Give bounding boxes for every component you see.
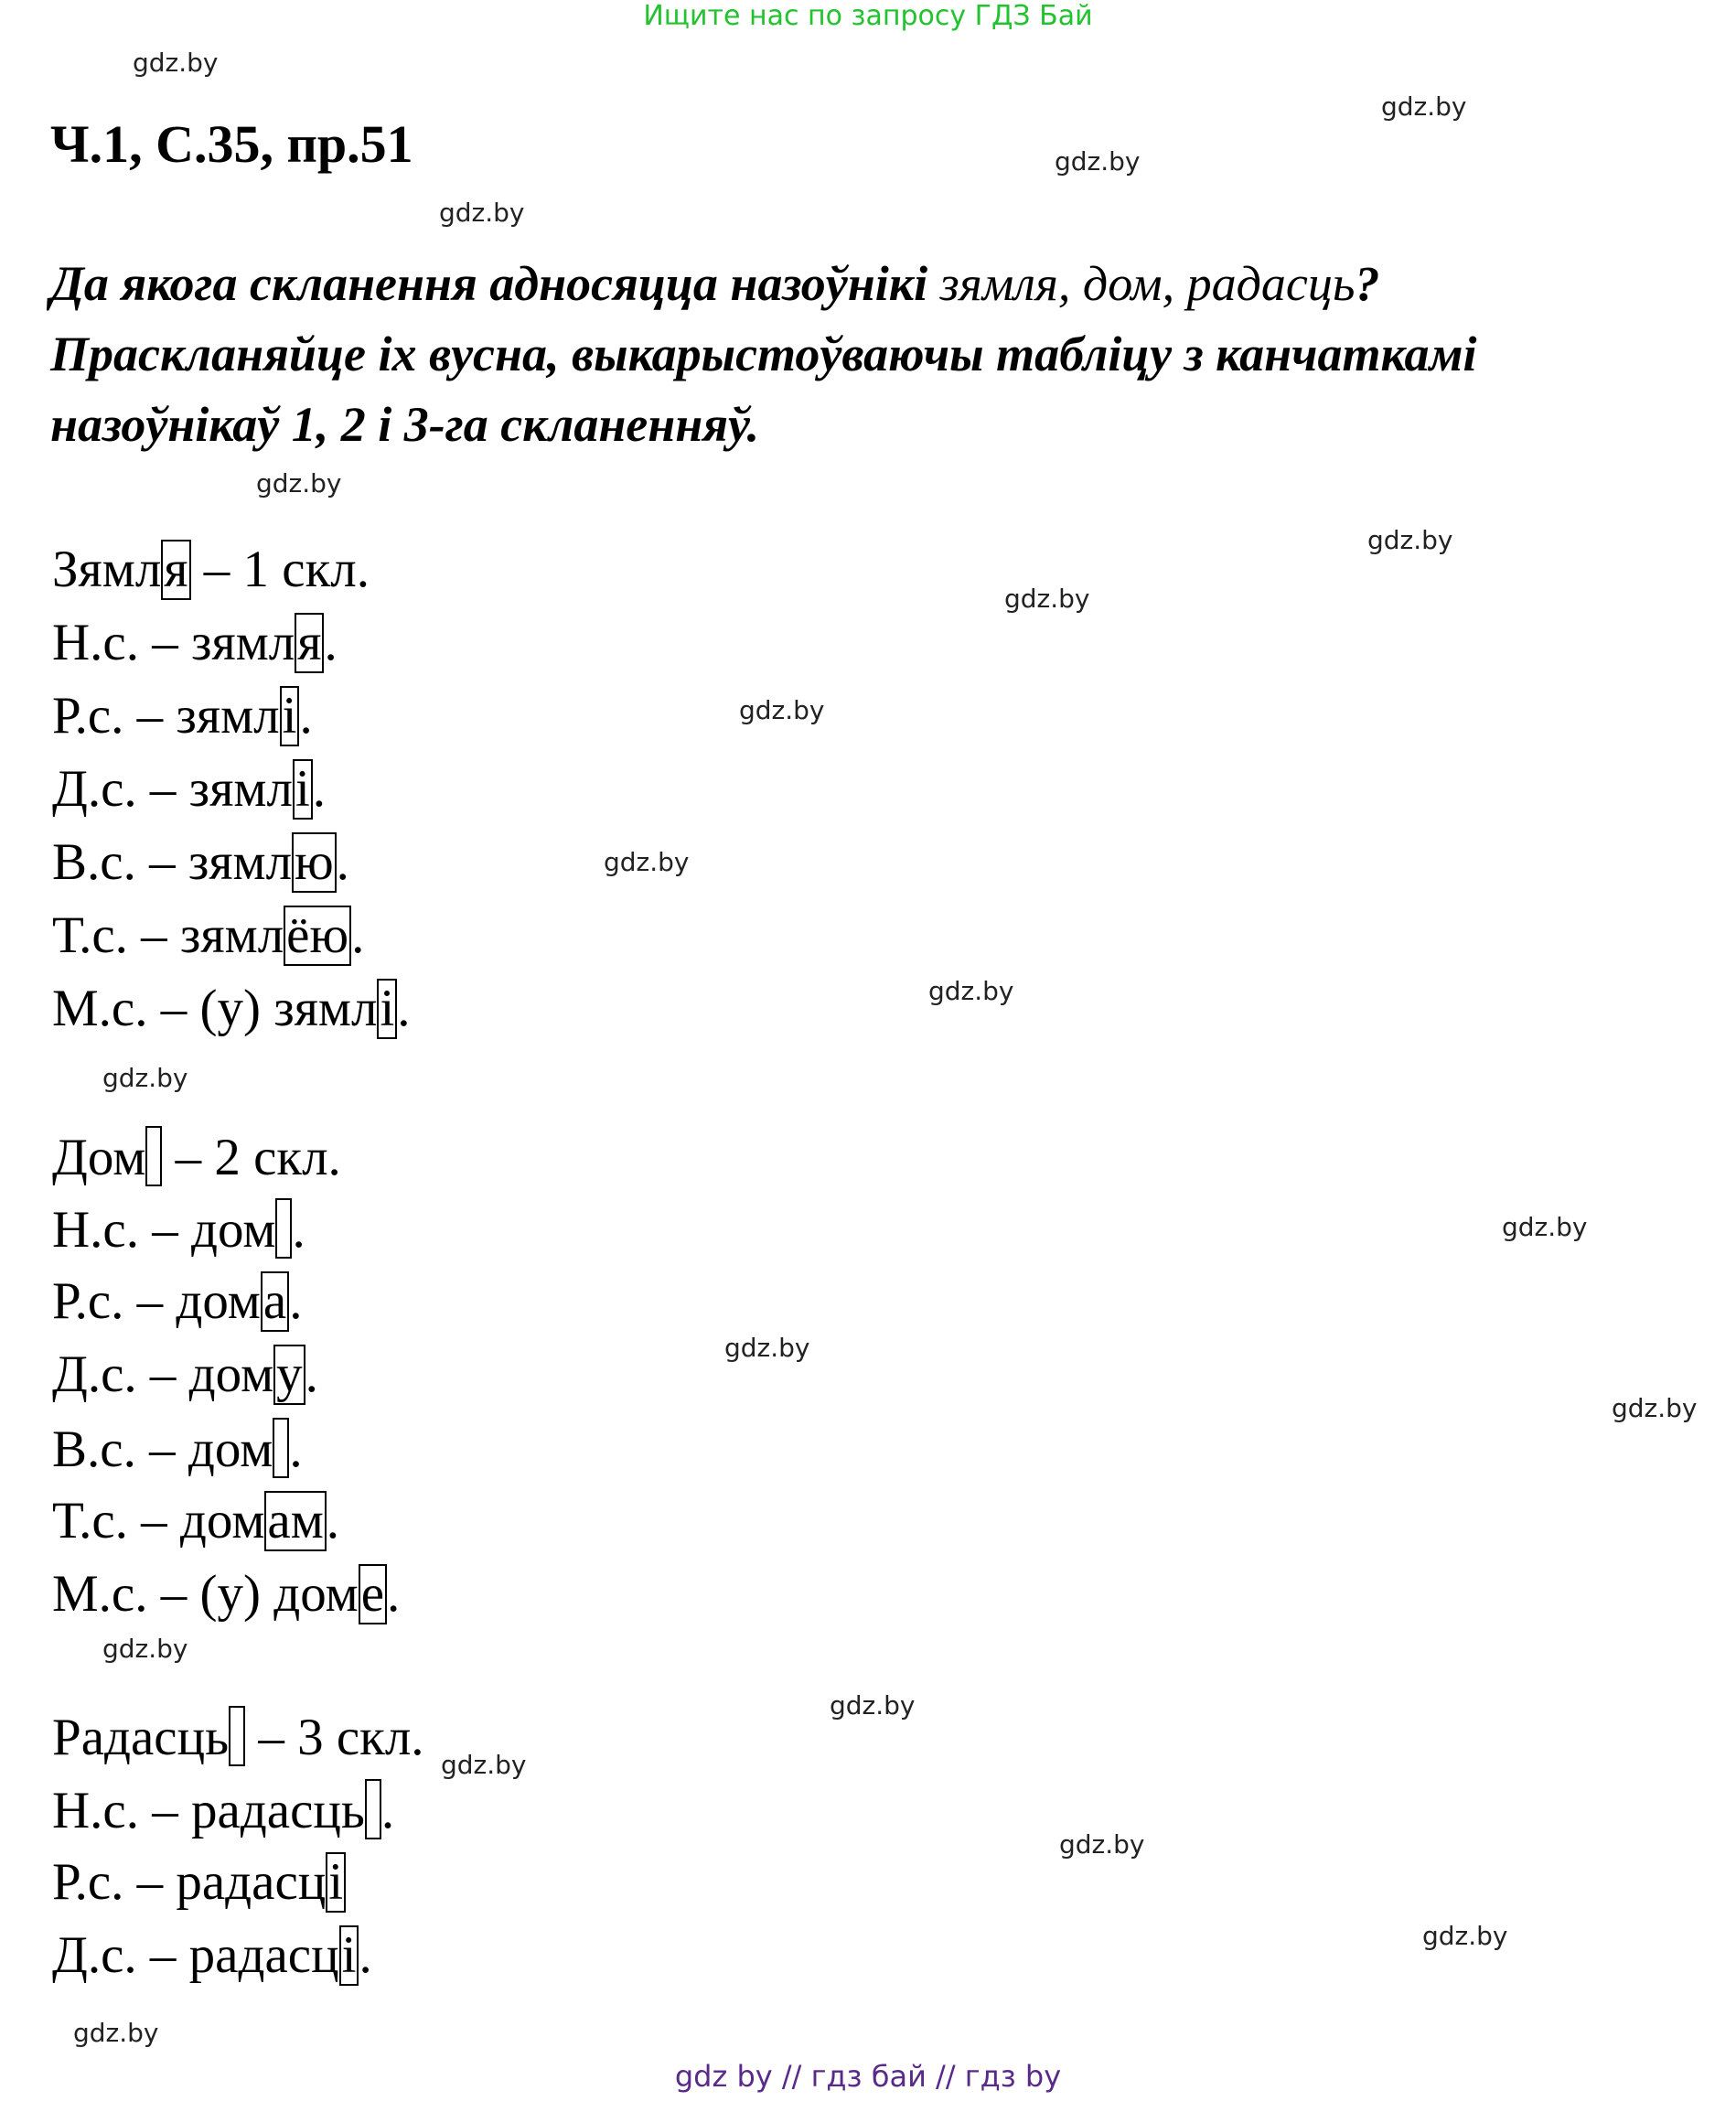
ending-box: е [359, 1564, 387, 1624]
case-text: Р.с. – радасц [52, 1853, 327, 1911]
ending-box: і [326, 1852, 346, 1913]
punct: . [289, 1272, 303, 1330]
watermark: gdz.by [1612, 1393, 1698, 1423]
ending-box: у [273, 1345, 305, 1405]
dom-title [52, 1126, 341, 1186]
punct: . [292, 1201, 305, 1259]
punct: . [387, 1565, 401, 1623]
case-row [52, 1852, 346, 1913]
case-row [52, 1198, 305, 1259]
ending-box: я [161, 540, 190, 600]
case-row [52, 1418, 303, 1478]
ending-box [145, 1126, 162, 1186]
watermark: gdz.by [133, 48, 219, 78]
punct: . [312, 760, 327, 818]
watermark: gdz.by [441, 1750, 527, 1780]
case-row [52, 1271, 302, 1332]
task-line-1 [50, 249, 1697, 319]
ending-box: ёю [284, 906, 351, 966]
ending-box [229, 1706, 245, 1766]
footer-links: gdz by // гдз бай // гдз by [674, 2059, 1062, 2094]
task-words: зямля, дом, радасць [939, 256, 1356, 311]
case-text: М.с. – (у) дом [52, 1565, 359, 1623]
case-row [52, 906, 364, 966]
ending-box [275, 1198, 292, 1259]
ending-box: і [339, 1925, 359, 1986]
watermark: gdz.by [1422, 1921, 1508, 1951]
case-row [52, 1925, 372, 1986]
case-text: Д.с. – дом [52, 1345, 274, 1403]
case-text: Т.с. – зямл [52, 906, 284, 964]
case-row [52, 979, 411, 1039]
ending-box: я [295, 613, 324, 673]
punct: . [324, 614, 338, 671]
punct: . [326, 1492, 340, 1549]
case-row [52, 1779, 394, 1839]
punct: . [359, 1926, 372, 1984]
ending-box [365, 1779, 381, 1839]
watermark: gdz.by [73, 2018, 159, 2048]
watermark: gdz.by [102, 1063, 188, 1093]
case-text: Н.с. – радасць [52, 1782, 365, 1839]
radasts-title [52, 1706, 424, 1766]
task-line-3: назоўнікаў 1, 2 і 3-га скланенняў. [50, 397, 760, 452]
case-text: М.с. – (у) зямл [52, 980, 378, 1037]
declension-label: – 2 скл. [162, 1129, 341, 1186]
case-row [52, 1564, 400, 1624]
task-line-2: Праскланяйце іх вусна, выкарыстоўваючы табліцу з канчаткамі [50, 327, 1477, 381]
punct: . [289, 1421, 303, 1478]
ending-box: ам [264, 1491, 326, 1551]
punct: . [380, 1782, 395, 1839]
task-line-1-end: ? [1355, 256, 1380, 311]
exercise-heading: Ч.1, С.35, пр.51 [50, 114, 413, 174]
case-text: В.с. – зямл [52, 833, 293, 891]
watermark: gdz.by [830, 1690, 916, 1721]
punct: . [336, 833, 349, 891]
case-row [52, 1345, 318, 1405]
watermark: gdz.by [439, 198, 525, 228]
watermark: gdz.by [1059, 1829, 1145, 1860]
case-row [52, 1491, 339, 1551]
watermark: gdz.by [1055, 146, 1141, 177]
case-text: Н.с. – зямл [52, 614, 295, 671]
watermark: gdz.by [739, 695, 825, 725]
declension-label: – 1 скл. [190, 541, 370, 598]
top-banner: Ищите нас по запросу ГДЗ Бай [643, 0, 1093, 32]
case-row [52, 759, 326, 820]
watermark: gdz.by [604, 847, 690, 877]
ending-box [273, 1418, 289, 1478]
stem: Радасць [52, 1709, 230, 1766]
watermark: gdz.by [1004, 584, 1090, 614]
watermark: gdz.by [1381, 91, 1467, 122]
case-text: В.с. – дом [52, 1421, 273, 1478]
punct: . [299, 687, 313, 745]
watermark: gdz.by [102, 1634, 188, 1664]
zyamlya-title [52, 540, 370, 600]
watermark: gdz.by [1502, 1212, 1588, 1242]
case-text: Д.с. – радасц [52, 1926, 339, 1984]
ending-box: ю [292, 832, 337, 893]
stem: Дом [52, 1129, 146, 1186]
case-row [52, 613, 338, 673]
case-text: Р.с. – зямл [52, 687, 280, 745]
punct: . [305, 1345, 318, 1403]
case-text: Р.с. – дом [52, 1272, 261, 1330]
declension-label: – 3 скл. [245, 1709, 424, 1766]
watermark: gdz.by [1367, 525, 1453, 555]
case-row [52, 832, 349, 893]
watermark: gdz.by [724, 1333, 810, 1363]
watermark: gdz.by [928, 976, 1014, 1006]
case-text: Д.с. – зямл [52, 760, 293, 818]
ending-box: і [280, 686, 300, 746]
punct: . [397, 980, 411, 1037]
ending-box: а [261, 1271, 289, 1332]
watermark: gdz.by [256, 468, 342, 499]
case-text: Н.с. – дом [52, 1201, 276, 1259]
case-text: Т.с. – дом [52, 1492, 265, 1549]
ending-box: і [377, 979, 397, 1039]
ending-box: і [293, 759, 313, 820]
task-text [50, 249, 1697, 460]
case-row [52, 686, 313, 746]
task-line-1-bold: Да якога скланення адносяцца назоўнікі [50, 256, 940, 311]
punct: . [351, 906, 365, 964]
stem: Зямл [52, 541, 162, 598]
